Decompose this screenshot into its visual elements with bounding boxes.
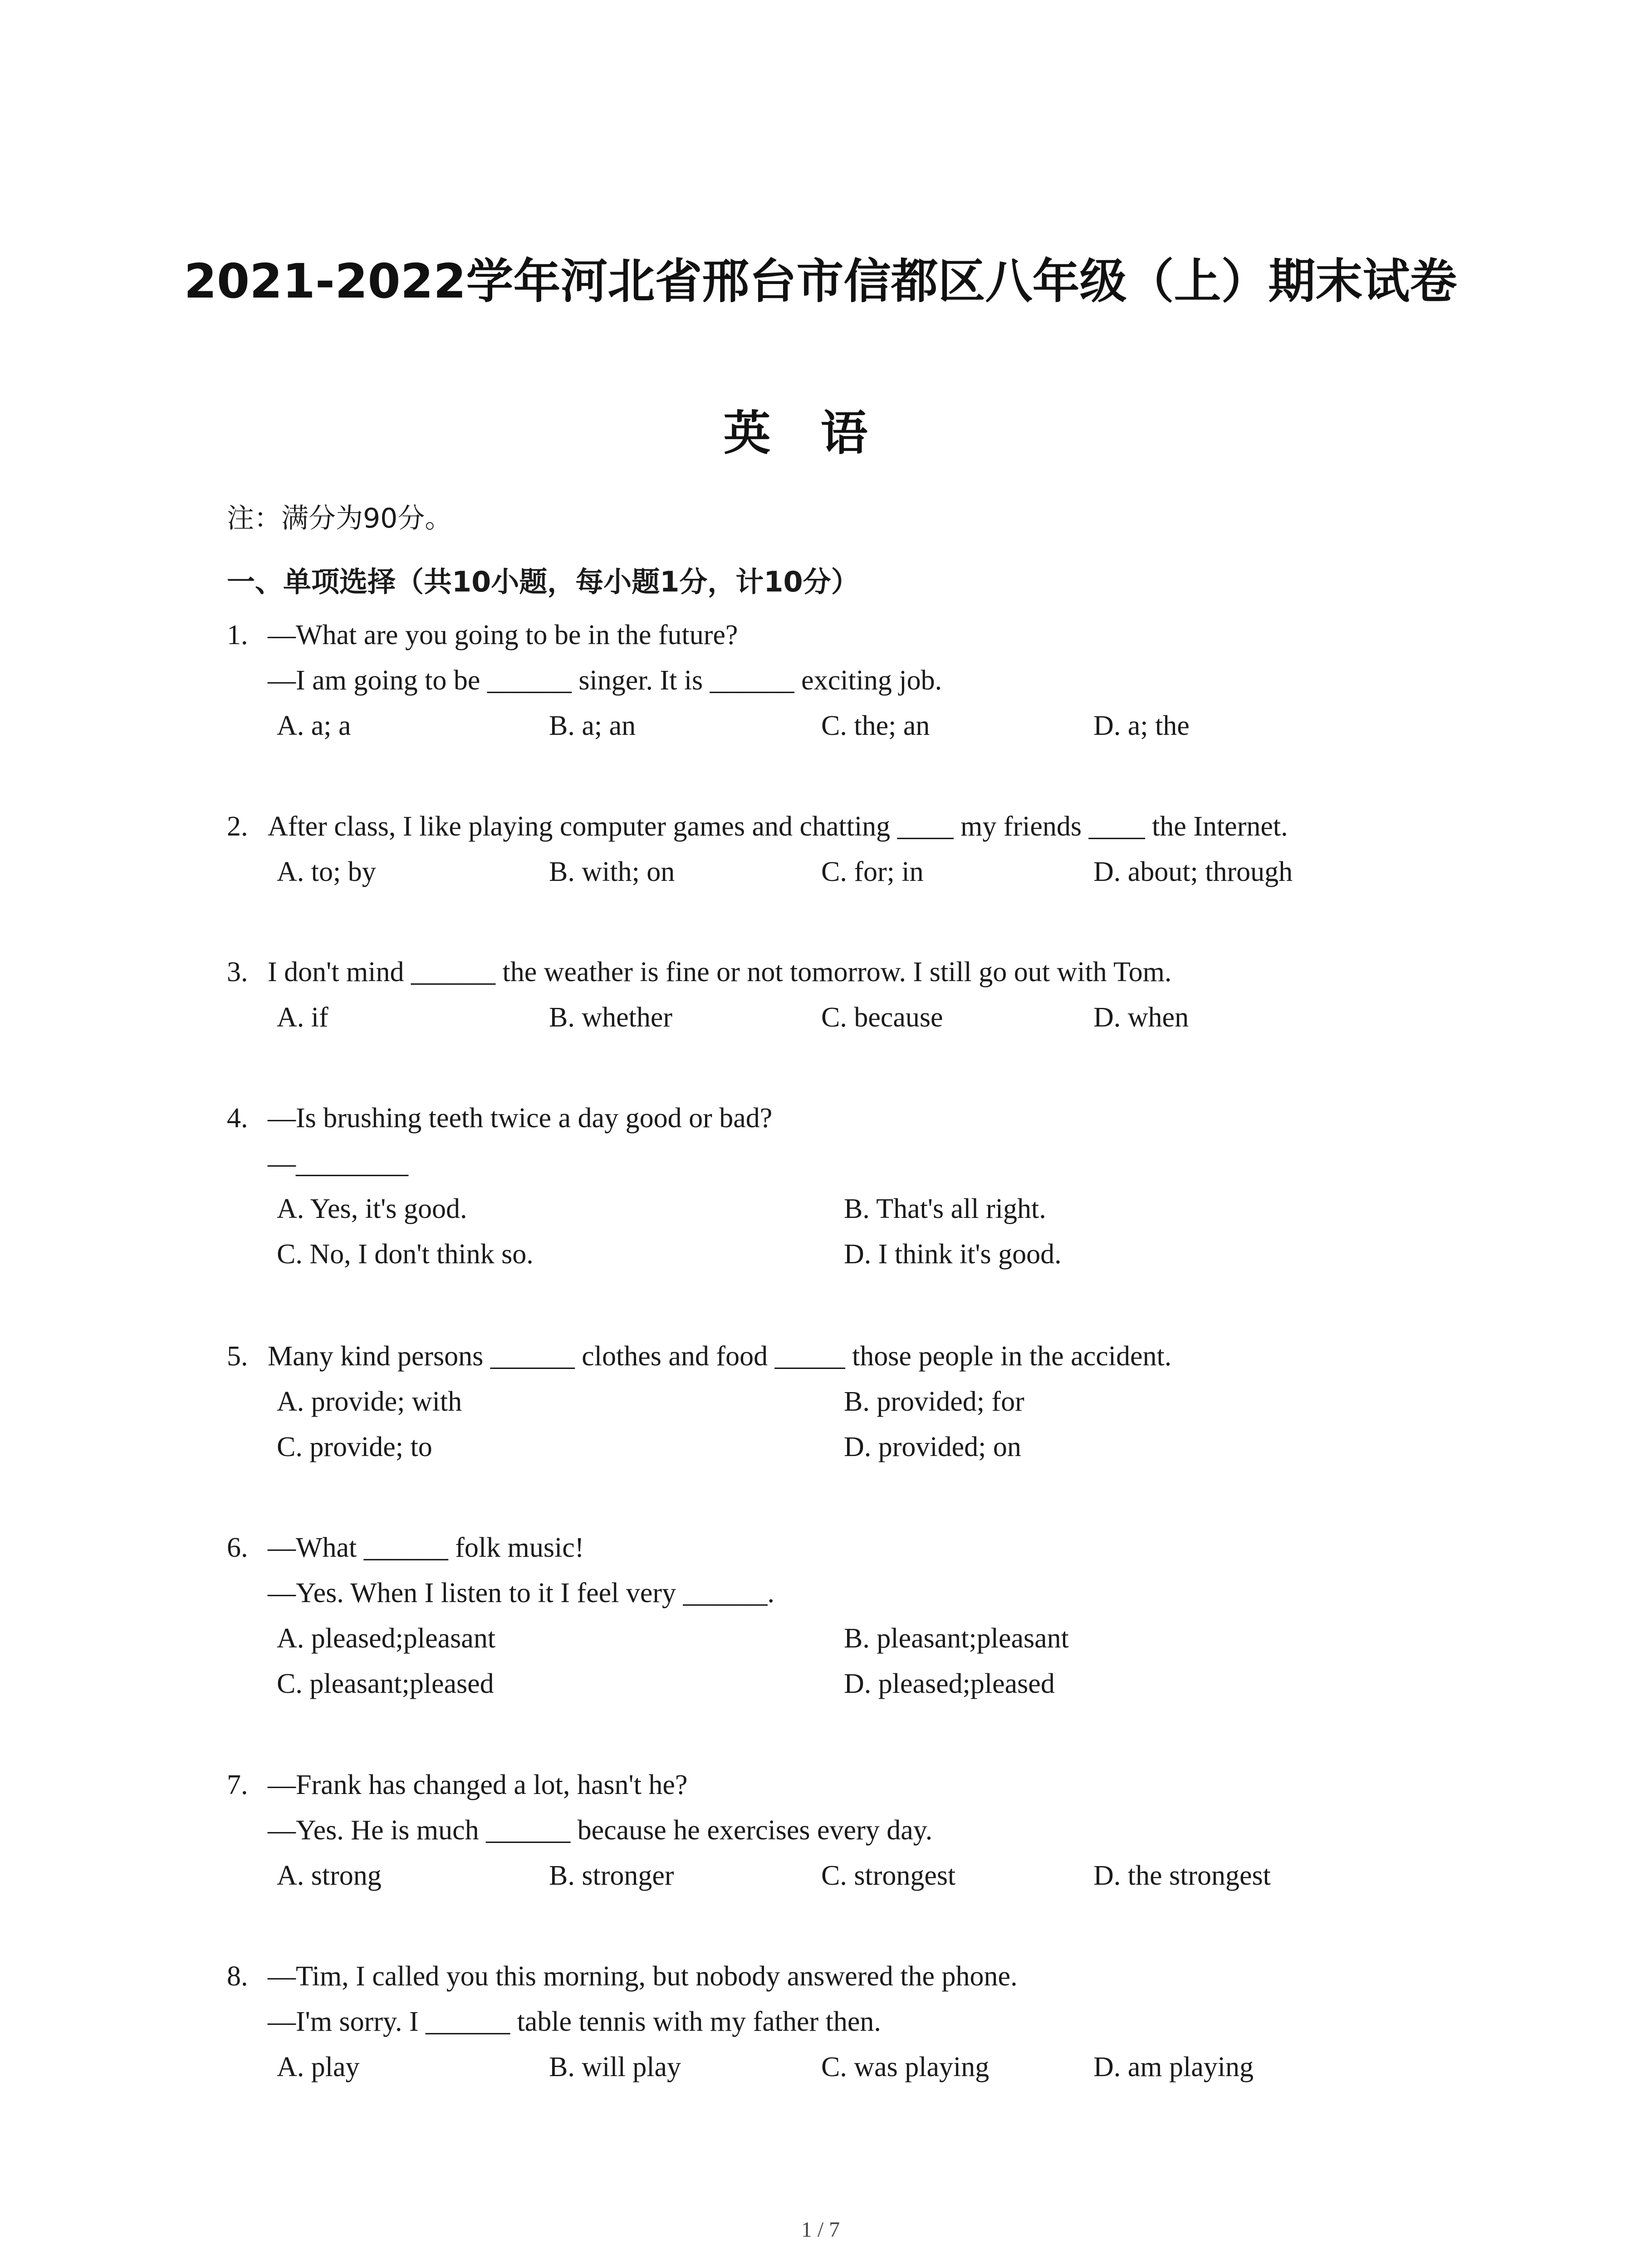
- option-d: D. am playing: [1093, 2052, 1254, 2082]
- option-b: B. will play: [549, 2052, 681, 2082]
- question-number: 3.: [227, 957, 248, 987]
- option-c: C. strongest: [821, 1860, 956, 1891]
- option-b: B. with; on: [549, 856, 675, 887]
- option-a: A. pleased;pleasant: [277, 1623, 496, 1654]
- option-b: B. pleasant;pleasant: [844, 1623, 1069, 1654]
- page-number: 1 / 7: [801, 2218, 840, 2242]
- question-stem: —I am going to be ______ singer. It is ______ exciting job.: [268, 665, 942, 696]
- question-stem: —Frank has changed a lot, hasn't he?: [268, 1769, 688, 1800]
- question-stem: —Yes. He is much ______ because he exercises every day.: [268, 1815, 933, 1846]
- option-a: A. a; a: [277, 710, 351, 741]
- question-number: 4.: [227, 1103, 248, 1134]
- option-d: D. the strongest: [1093, 1860, 1271, 1891]
- option-d: D. when: [1093, 1002, 1189, 1033]
- question-stem: —Tim, I called you this morning, but nobody answered the phone.: [268, 1961, 1018, 1992]
- option-d: D. pleased;pleased: [844, 1668, 1055, 1699]
- question-stem: —I'm sorry. I ______ table tennis with my father then.: [268, 2006, 881, 2037]
- question-number: 1.: [227, 620, 248, 650]
- option-b: B. That's all right.: [844, 1193, 1046, 1224]
- subject-title: 英语: [723, 406, 918, 461]
- question-number: 8.: [227, 1961, 248, 1992]
- question-stem: —What are you going to be in the future?: [268, 620, 738, 650]
- option-b: B. whether: [549, 1002, 673, 1033]
- question-number: 2.: [227, 811, 248, 842]
- option-c: C. the; an: [821, 710, 930, 741]
- question-stem: —What ______ folk music!: [268, 1532, 584, 1563]
- option-c: C. was playing: [821, 2052, 989, 2082]
- question-stem: —________: [268, 1148, 408, 1179]
- score-note: 注：满分为90分。: [227, 503, 452, 534]
- option-c: C. provide; to: [277, 1432, 432, 1462]
- option-d: D. a; the: [1093, 710, 1190, 741]
- question-number: 5.: [227, 1341, 248, 1372]
- section-title: 一、单项选择（共10小题，每小题1分，计10分）: [227, 565, 859, 598]
- option-d: D. I think it's good.: [844, 1239, 1062, 1270]
- option-c: C. for; in: [821, 856, 924, 887]
- question-stem: Many kind persons ______ clothes and food _____ those people in the accident.: [268, 1341, 1172, 1372]
- option-b: B. a; an: [549, 710, 636, 741]
- question-stem: I don't mind ______ the weather is fine or not tomorrow. I still go out with Tom.: [268, 957, 1172, 987]
- option-d: D. provided; on: [844, 1432, 1021, 1462]
- option-a: A. provide; with: [277, 1386, 462, 1417]
- option-a: A. Yes, it's good.: [277, 1193, 467, 1224]
- option-a: A. strong: [277, 1860, 382, 1891]
- option-a: A. if: [277, 1002, 328, 1033]
- option-d: D. about; through: [1093, 856, 1293, 887]
- question-stem: —Is brushing teeth twice a day good or bad?: [268, 1103, 773, 1134]
- question-number: 7.: [227, 1769, 248, 1800]
- option-b: B. stronger: [549, 1860, 674, 1891]
- option-c: C. No, I don't think so.: [277, 1239, 534, 1270]
- option-a: A. to; by: [277, 856, 376, 887]
- option-c: C. because: [821, 1002, 943, 1033]
- option-c: C. pleasant;pleased: [277, 1668, 494, 1699]
- option-a: A. play: [277, 2052, 360, 2082]
- question-number: 6.: [227, 1532, 248, 1563]
- exam-title: 2021-2022学年河北省邢台市信都区八年级（上）期末试卷: [184, 254, 1457, 309]
- question-stem: After class, I like playing computer games and chatting ____ my friends ____ the Internet.: [268, 811, 1288, 842]
- option-b: B. provided; for: [844, 1386, 1024, 1417]
- question-stem: —Yes. When I listen to it I feel very ______.: [268, 1578, 774, 1608]
